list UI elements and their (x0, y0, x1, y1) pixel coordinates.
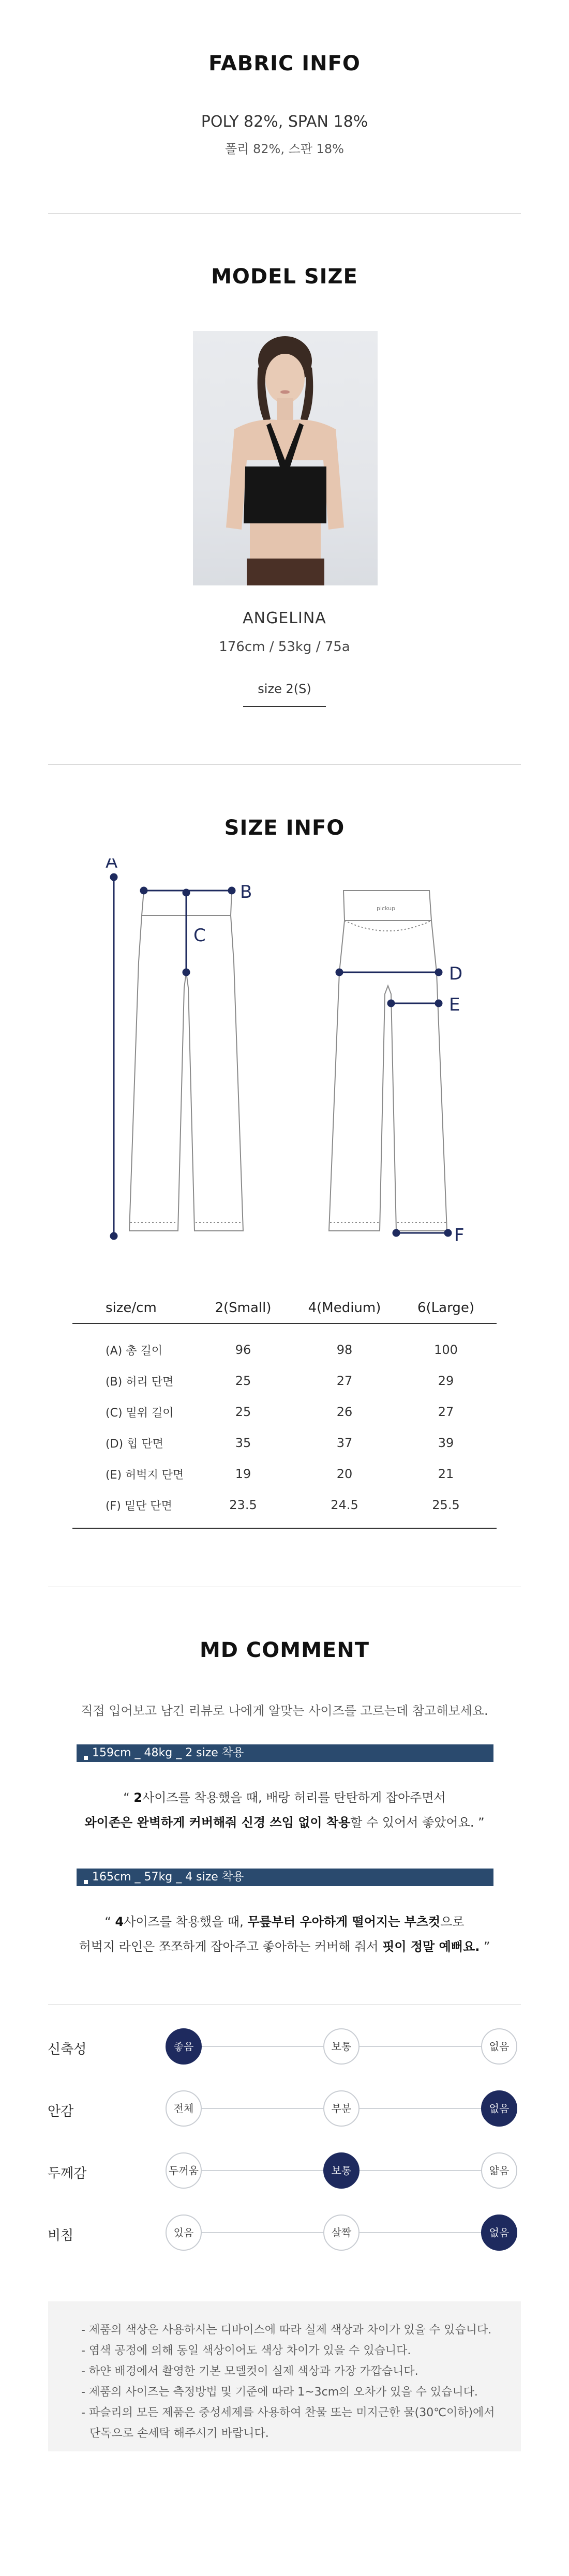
md-comment-title: MD COMMENT (200, 1638, 369, 1662)
marker-c: C (193, 925, 206, 946)
cell: 35 (235, 1436, 251, 1450)
review-quote-line (0, 1934, 569, 1959)
scale-option: 살짝 (323, 2215, 360, 2251)
scale-label: 안감 (48, 2104, 74, 2119)
scale-label: 두께감 (48, 2166, 87, 2181)
cell: 37 (336, 1436, 353, 1450)
measure-c (183, 890, 189, 975)
quote-bold: 4 (115, 1915, 124, 1929)
section-divider (48, 213, 521, 214)
size-table-header-cell: 6(Large) (417, 1300, 474, 1316)
notice-line: - 파슬리의 모든 제품은 중성세제를 사용하여 찬물 또는 미지근한 물(30℃이하)에서 (81, 2406, 495, 2419)
bar-marker (84, 1756, 88, 1760)
cell: 96 (235, 1343, 251, 1357)
size-diagram (93, 858, 517, 1264)
section-divider (48, 764, 521, 765)
measure-a (111, 874, 117, 1239)
scale-row (0, 2152, 569, 2189)
bar-marker (84, 1880, 88, 1884)
cell: 39 (438, 1436, 454, 1450)
cell: 25 (235, 1374, 251, 1388)
quote-text: 할 수 있어서 좋았어요. ” (350, 1815, 485, 1830)
pants-measurement-diagram (93, 858, 517, 1262)
quote-open: “ (104, 1915, 115, 1929)
size-info-title: SIZE INFO (224, 816, 345, 840)
scale-option-selected: 보통 (323, 2152, 360, 2189)
row-label: (A) 총 길이 (106, 1344, 162, 1358)
pants-back-outline (329, 891, 447, 1231)
scale-option: 부분 (323, 2090, 360, 2127)
measure-e (388, 1000, 442, 1006)
model-size-worn: size 2(S) (258, 682, 311, 696)
size-table (72, 1293, 497, 1529)
cell: 100 (434, 1343, 458, 1357)
quote-text: 허벅지 라인은 쪼쪼하게 잡아주고 좋아하는 커버해 줘서 (79, 1939, 383, 1954)
row-label: (B) 허리 단면 (106, 1375, 174, 1389)
md-comment-intro: 직접 입어보고 남긴 리뷰로 나에게 알맞는 사이즈를 고르는데 참고해보세요. (81, 1704, 488, 1718)
size-table-header-cell: 2(Small) (215, 1300, 272, 1316)
model-figure-illustration (193, 331, 378, 585)
notice-line: - 하얀 배경에서 촬영한 기본 모델컷이 실제 색상과 가장 가깝습니다. (81, 2365, 418, 2378)
scale-row (0, 2090, 569, 2127)
row-label: (D) 힙 단면 (106, 1437, 163, 1451)
cell: 23.5 (229, 1498, 257, 1512)
scale-label: 신축성 (48, 2042, 87, 2057)
review-quote-line (0, 1785, 569, 1810)
review-quote-line (0, 1909, 569, 1934)
cell: 98 (336, 1343, 353, 1357)
scale-option: 두꺼움 (166, 2152, 202, 2189)
model-photo (193, 331, 378, 585)
scale-option-selected: 좋음 (166, 2028, 202, 2065)
scale-option: 전체 (166, 2090, 202, 2127)
review-bar-text: 165cm _ 57kg _ 4 size 착용 (92, 1871, 244, 1884)
fabric-composition-en: POLY 82%, SPAN 18% (201, 113, 368, 131)
scale-option: 있음 (166, 2215, 202, 2251)
scale-label: 비침 (48, 2228, 74, 2243)
cell: 24.5 (331, 1498, 358, 1512)
model-size-underline (243, 706, 326, 707)
scale-option-selected: 없음 (481, 2090, 517, 2127)
table-row (72, 1365, 497, 1396)
marker-b: B (240, 882, 252, 902)
cell: 27 (438, 1405, 454, 1419)
scale-row (0, 2028, 569, 2065)
quote-text: 사이즈를 착용했을 때, 배랑 허리를 탄탄하게 잡아주면서 (142, 1790, 446, 1805)
marker-d: D (449, 963, 463, 984)
notice-line: - 제품의 사이즈는 측정방법 및 기준에 따라 1~3cm의 오차가 있을 수 있습니다. (81, 2386, 478, 2399)
review-bar-text: 159cm _ 48kg _ 2 size 착용 (92, 1746, 244, 1759)
marker-a: A (106, 858, 118, 872)
review-quote-line (0, 1810, 569, 1835)
quote-bold: 핏이 정말 예뻐요. (382, 1939, 480, 1954)
scale-option: 없음 (481, 2028, 517, 2065)
model-name: ANGELINA (243, 609, 326, 627)
row-label: (E) 허벅지 단면 (106, 1468, 184, 1482)
cell: 19 (235, 1467, 251, 1481)
quote-text: 으로 (440, 1915, 465, 1929)
review-bar-1 (77, 1744, 493, 1762)
size-table-header-cell: size/cm (106, 1300, 157, 1316)
cell: 26 (336, 1405, 353, 1419)
fabric-info-title: FABRIC INFO (208, 52, 361, 76)
size-table-body (72, 1324, 497, 1529)
cell: 27 (336, 1374, 353, 1388)
table-row (72, 1396, 497, 1427)
scale-option: 보통 (323, 2028, 360, 2065)
scale-option: 얇음 (481, 2152, 517, 2189)
scale-row (0, 2215, 569, 2251)
review-quote-1 (0, 1785, 569, 1835)
cell: 29 (438, 1374, 454, 1388)
cell: 20 (336, 1467, 353, 1481)
cell: 21 (438, 1467, 454, 1481)
fabric-composition-ko: 폴리 82%, 스판 18% (225, 142, 344, 156)
table-row (72, 1458, 497, 1489)
quote-bold: 무릎부터 우아하게 떨어지는 부츠컷 (247, 1915, 441, 1929)
notice-line: 단독으로 손세탁 해주시기 바랍니다. (89, 2427, 269, 2440)
measure-d (336, 969, 442, 975)
marker-f: F (454, 1225, 465, 1246)
quote-text: 사이즈를 착용했을 때, (124, 1915, 248, 1929)
marker-e: E (449, 995, 460, 1015)
table-row (72, 1489, 497, 1520)
row-label: (C) 밑위 길이 (106, 1406, 174, 1420)
model-stats: 176cm / 53kg / 75a (219, 639, 350, 655)
review-bar-2 (77, 1869, 493, 1886)
cell: 25.5 (432, 1498, 460, 1512)
waistband-logo: pickup (377, 905, 396, 912)
notice-line: - 염색 공정에 의해 동일 색상이어도 색상 차이가 있을 수 있습니다. (81, 2344, 411, 2357)
quote-open: “ (123, 1790, 134, 1805)
row-label: (F) 밑단 단면 (106, 1499, 172, 1513)
scale-option-selected: 없음 (481, 2215, 517, 2251)
notice-line: - 제품의 색상은 사용하시는 디바이스에 따라 실제 색상과 차이가 있을 수 있습니다. (81, 2324, 492, 2337)
cell: 25 (235, 1405, 251, 1419)
table-row (72, 1334, 497, 1365)
quote-text: ” (480, 1939, 490, 1954)
size-table-header (72, 1293, 497, 1324)
model-size-title: MODEL SIZE (211, 265, 358, 289)
notice-box (48, 2301, 521, 2451)
table-row (72, 1427, 497, 1458)
quote-bold: 와이존은 완벽하게 커버해줘 신경 쓰임 없이 착용 (84, 1815, 351, 1830)
review-quote-2 (0, 1909, 569, 1959)
size-table-header-cell: 4(Medium) (308, 1300, 381, 1316)
quote-bold: 2 (133, 1790, 143, 1805)
